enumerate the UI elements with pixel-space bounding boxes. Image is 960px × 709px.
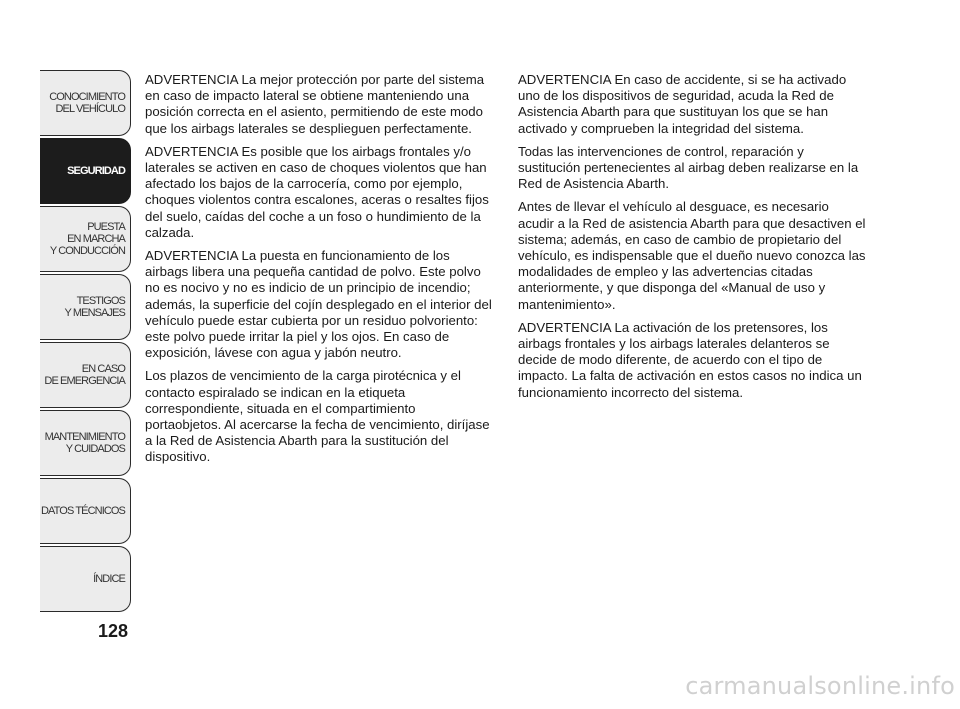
text-column-right bbox=[518, 72, 868, 408]
paragraph: ADVERTENCIA La puesta en funcionamiento de los airbags libera una pequeña cantidad de polvo. Este polvo no es nocivo y no es indicio de un principio de incendio; además, la superficie del cojín desplegado en el interior del vehículo puede estar cubierta por un residuo polvoriento: este polvo puede irritar la piel y los ojos. En caso de exposición, lávese con agua y jabón neutro. bbox=[145, 248, 492, 361]
paragraph: Los plazos de vencimiento de la carga pirotécnica y el contacto espiralado se indican en la etiqueta correspondiente, situada en el compartimiento portaobjetos. Al acercarse la fecha de vencimiento, diríjase a la Red de Asistencia Abarth para la sustitución del dispositivo. bbox=[145, 368, 490, 465]
paragraph: Todas las intervenciones de control, reparación y sustitución pertenecientes al airbag deben realizarse en la Red de Asistencia Abarth. bbox=[518, 143, 859, 192]
paragraph: ADVERTENCIA La mejor protección por parte del sistema en caso de impacto lateral se obtiene manteniendo una posición correcta en el asiento, permitiendo de este modo que los airbags laterales se desplieguen perfectamente. bbox=[145, 72, 485, 136]
tab-label: PUESTA EN MARCHA Y CONDUCCIÓN bbox=[49, 221, 125, 257]
tab-label: ÍNDICE bbox=[93, 573, 125, 585]
tab-label: EN CASO DE EMERGENCIA bbox=[44, 363, 125, 387]
tab-label: TESTIGOS Y MENSAJES bbox=[64, 295, 125, 319]
paragraph: ADVERTENCIA La activación de los pretensores, los airbags frontales y los airbags laterales delanteros se decide de modo diferente, de acuerdo con el tipo de impacto. La falta de activación en estos casos no indica un funcionamiento incorrecto del sistema. bbox=[518, 319, 862, 400]
tab-indice[interactable] bbox=[40, 546, 131, 612]
tab-puesta-en-marcha[interactable] bbox=[40, 206, 131, 272]
paragraph: ADVERTENCIA En caso de accidente, si se ha activado uno de los dispositivos de seguridad, acuda la Red de Asistencia Abarth para que sustituyan los que se han activado y comprueben la integridad del sistema. bbox=[518, 72, 847, 136]
tab-testigos-y-mensajes[interactable] bbox=[40, 274, 131, 340]
tab-conocimiento-del-vehiculo[interactable] bbox=[40, 70, 131, 136]
tab-label: DATOS TÉCNICOS bbox=[41, 505, 125, 517]
tab-datos-tecnicos[interactable] bbox=[40, 478, 131, 544]
tab-label: SEGURIDAD bbox=[67, 165, 125, 177]
watermark: carmanualsonline.info bbox=[685, 672, 955, 700]
tab-mantenimiento-y-cuidados[interactable] bbox=[40, 410, 131, 476]
tab-en-caso-de-emergencia[interactable] bbox=[40, 342, 131, 408]
paragraph: Antes de llevar el vehículo al desguace, es necesario acudir a la Red de asistencia Abarth para que desactiven el sistema; además, en caso de cambio de propietario del vehículo, es indispensable que el dueño nuevo conozca las modalidades de empleo y las advertencias citadas anteriormente, y que disponga del «Manual de uso y mantenimiento». bbox=[518, 199, 866, 312]
paragraph: ADVERTENCIA Es posible que los airbags frontales y/o laterales se activen en caso de choques violentos que han afectado los bajos de la carrocería, como por ejemplo, choques violentos contra escalones, aceras o resaltes fijos del suelo, caídas del coche a un foso o hundimiento de la calzada. bbox=[145, 143, 489, 240]
text-column-left bbox=[145, 72, 495, 473]
tab-label: MANTENIMIENTO Y CUIDADOS bbox=[44, 431, 125, 455]
page-number: 128 bbox=[98, 621, 129, 641]
tab-label: CONOCIMIENTO DEL VEHÍCULO bbox=[49, 91, 125, 115]
tab-seguridad[interactable] bbox=[40, 138, 131, 204]
